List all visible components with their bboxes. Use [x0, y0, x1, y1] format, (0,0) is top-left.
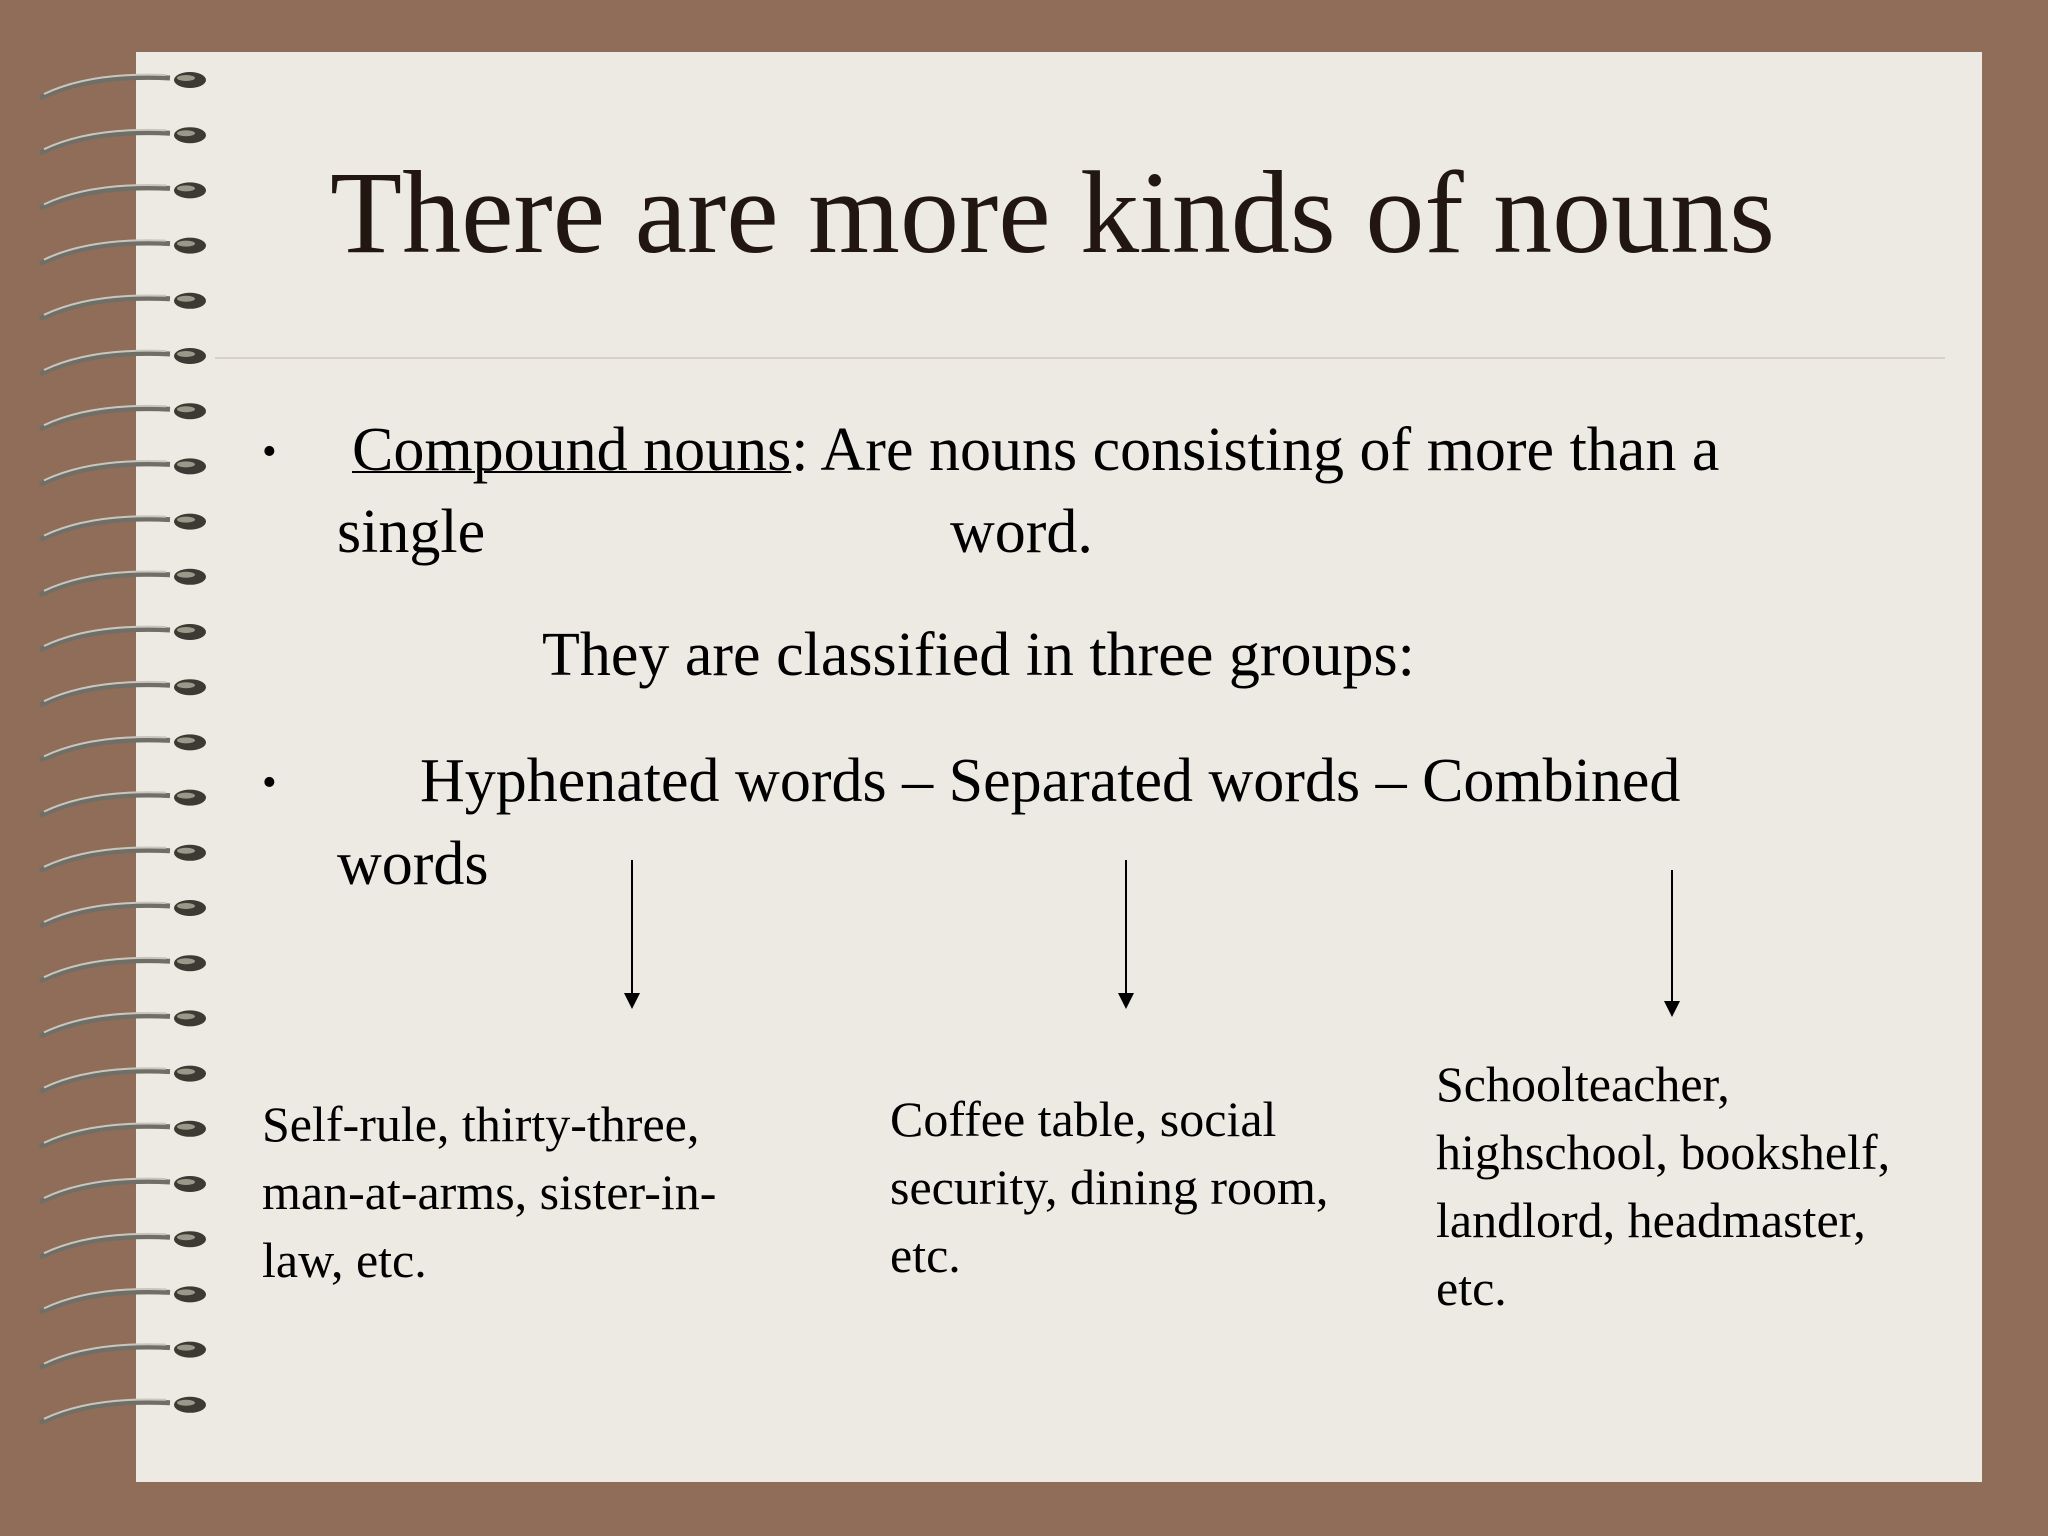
spiral-ring: [40, 127, 206, 153]
bullet-1: •: [262, 429, 277, 475]
spiral-ring: [40, 569, 206, 595]
spiral-ring: [40, 458, 206, 484]
spiral-ring: [40, 348, 206, 374]
spiral-ring: [40, 1010, 206, 1036]
arrow-combined: [1671, 870, 1673, 1003]
spiral-ring: [40, 1286, 206, 1312]
slide-title: There are more kinds of nouns: [330, 147, 1776, 278]
example-line: Schoolteacher,: [1436, 1056, 1730, 1112]
spiral-binding: [30, 60, 230, 1490]
groups-line-2: words: [337, 830, 489, 898]
examples-hyphenated: [262, 1090, 822, 1294]
examples-combined: [1436, 1050, 1996, 1322]
spiral-ring: [40, 624, 206, 650]
spiral-ring: [40, 514, 206, 540]
spiral-ring: [40, 403, 206, 429]
groups-line-1: Hyphenated words – Separated words – Combined: [420, 747, 1681, 815]
example-line: law, etc.: [262, 1232, 427, 1288]
spiral-ring: [40, 238, 206, 264]
spiral-ring: [40, 679, 206, 705]
classification-text: They are classified in three groups:: [542, 621, 1415, 689]
examples-separated: [890, 1085, 1430, 1289]
definition-word-word: word.: [950, 498, 1093, 566]
spiral-ring: [40, 1397, 206, 1423]
example-line: Coffee table, social: [890, 1091, 1277, 1147]
spiral-ring: [40, 182, 206, 208]
example-line: etc.: [1436, 1260, 1507, 1316]
spiral-ring: [40, 1176, 206, 1202]
example-line: security, dining room,: [890, 1159, 1329, 1215]
definition-word-single: single: [337, 498, 486, 566]
definition-text: : Are nouns consisting of more than a: [791, 416, 1720, 484]
spiral-ring: [40, 1121, 206, 1147]
example-line: highschool, bookshelf,: [1436, 1124, 1891, 1180]
compound-nouns-term: Compound nouns: [352, 416, 792, 484]
spiral-ring: [40, 1231, 206, 1257]
spiral-ring: [40, 72, 206, 98]
definition-line-1: [352, 416, 1720, 484]
spiral-ring: [40, 734, 206, 760]
example-line: etc.: [890, 1227, 961, 1283]
spiral-ring: [40, 955, 206, 981]
example-line: Self-rule, thirty-three,: [262, 1096, 700, 1152]
spiral-ring: [40, 1342, 206, 1368]
spiral-ring: [40, 293, 206, 319]
arrow-hyphenated: [631, 860, 633, 995]
title-divider: [215, 357, 1945, 359]
example-line: man-at-arms, sister-in-: [262, 1164, 717, 1220]
spiral-ring: [40, 900, 206, 926]
spiral-ring: [40, 790, 206, 816]
bullet-2: •: [262, 760, 277, 806]
example-line: landlord, headmaster,: [1436, 1192, 1866, 1248]
spiral-ring: [40, 1066, 206, 1092]
spiral-ring: [40, 845, 206, 871]
arrow-separated: [1125, 860, 1127, 995]
